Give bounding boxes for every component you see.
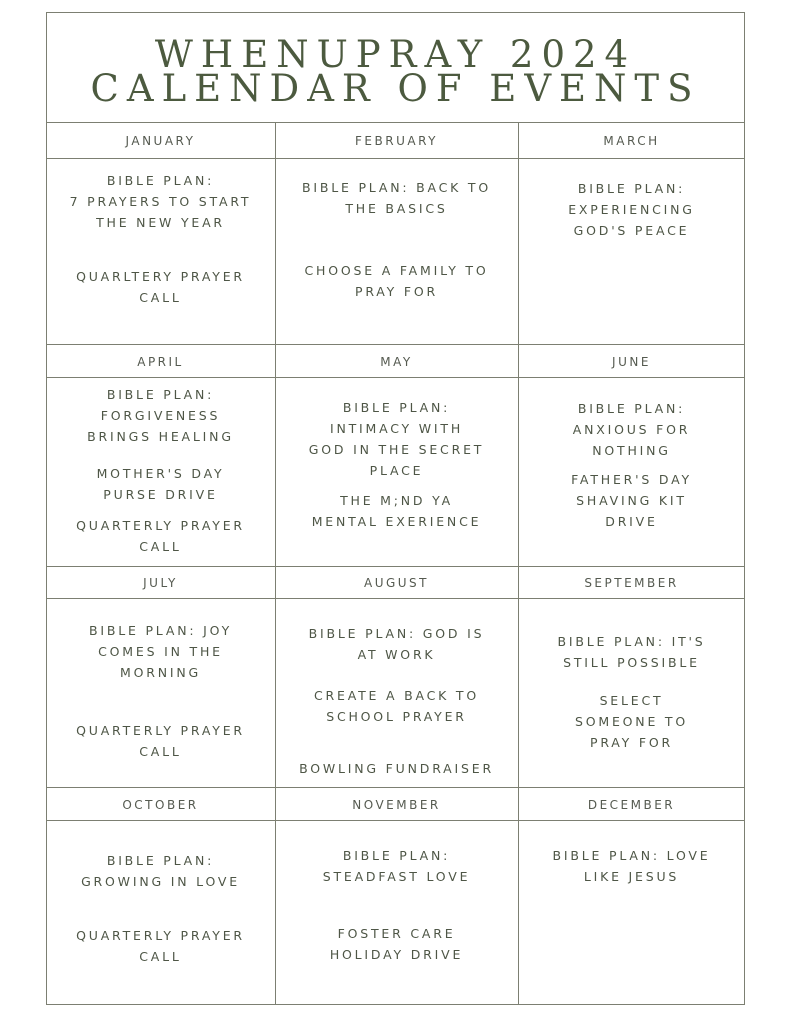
event-item: BIBLE PLAN: LOVE LIKE JESUS: [552, 848, 711, 884]
month-header-september: SEPTEMBER: [584, 576, 679, 590]
event-item: BIBLE PLAN: BACK TO THE BASICS: [301, 180, 492, 216]
month-header-april: APRIL: [137, 355, 184, 369]
month-header-january: JANUARY: [125, 134, 196, 148]
event-item: SELECT SOMEONE TO PRAY FOR: [575, 693, 688, 750]
event-item: BIBLE PLAN: GROWING IN LOVE: [81, 853, 240, 889]
month-header-october: OCTOBER: [122, 798, 199, 812]
divider: [46, 787, 745, 788]
event-item: QUARLTERY PRAYER CALL: [76, 269, 245, 305]
event-item: THE M;ND YA MENTAL EXERIENCE: [311, 493, 482, 529]
month-header-may: MAY: [380, 355, 413, 369]
event-item: BIBLE PLAN: STEADFAST LOVE: [322, 848, 471, 884]
event-item: QUARTERLY PRAYER CALL: [76, 723, 245, 759]
month-header-august: AUGUST: [363, 576, 430, 590]
event-item: BIBLE PLAN: EXPERIENCING GOD'S PEACE: [568, 181, 695, 238]
divider: [46, 598, 745, 599]
divider: [46, 566, 745, 567]
event-item: BIBLE PLAN: JOY COMES IN THE MORNING: [88, 623, 233, 680]
page-title: WHENUPRAY 2024 CALENDAR OF EVENTS: [90, 33, 701, 110]
event-item: QUARTERLY PRAYER CALL: [76, 928, 245, 964]
event-item: MOTHER'S DAY PURSE DRIVE: [96, 466, 225, 502]
event-item: BIBLE PLAN: 7 PRAYERS TO START THE NEW YEAR: [69, 173, 252, 230]
month-header-november: NOVEMBER: [352, 798, 441, 812]
month-header-june: JUNE: [612, 355, 651, 369]
event-item: QUARTERLY PRAYER CALL: [76, 518, 245, 554]
event-item: FATHER'S DAY SHAVING KIT DRIVE: [571, 472, 692, 529]
event-item: CHOOSE A FAMILY TO PRAY FOR: [304, 263, 489, 299]
event-item: CREATE A BACK TO SCHOOL PRAYER: [313, 688, 479, 724]
event-item: BIBLE PLAN: IT'S STILL POSSIBLE: [557, 634, 706, 670]
event-item: BIBLE PLAN: INTIMACY WITH GOD IN THE SECRET PLACE: [308, 400, 485, 478]
event-item: BIBLE PLAN: GOD IS AT WORK: [308, 626, 485, 662]
divider: [46, 820, 745, 821]
month-header-march: MARCH: [603, 134, 660, 148]
event-item: BIBLE PLAN: ANXIOUS FOR NOTHING: [572, 401, 691, 458]
divider: [46, 344, 745, 345]
month-header-february: FEBRUARY: [355, 134, 438, 148]
event-item: BOWLING FUNDRAISER: [299, 761, 494, 776]
event-item: BIBLE PLAN: FORGIVENESS BRINGS HEALING: [87, 387, 234, 444]
event-item: FOSTER CARE HOLIDAY DRIVE: [329, 926, 464, 962]
month-header-july: JULY: [143, 576, 178, 590]
divider: [46, 158, 745, 159]
divider: [46, 377, 745, 378]
month-header-december: DECEMBER: [587, 798, 676, 812]
divider: [46, 122, 745, 123]
